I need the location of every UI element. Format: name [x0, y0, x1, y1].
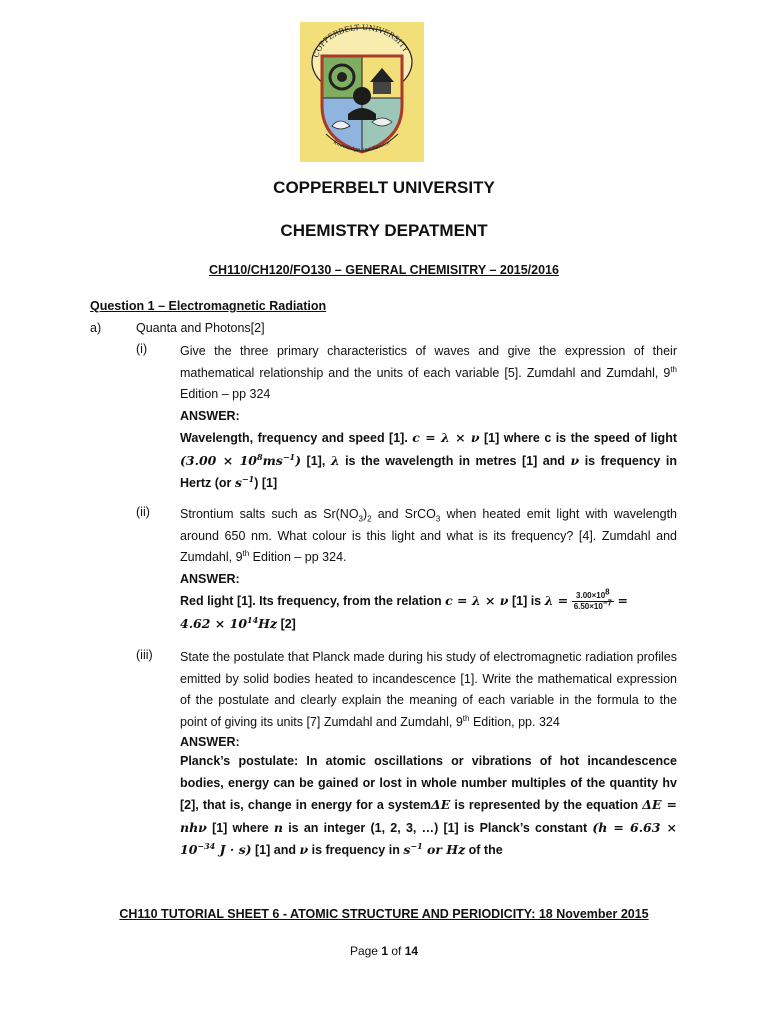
university-crest-logo	[300, 22, 424, 162]
course-title: CH110/CH120/FO130 – GENERAL CHEMISITRY – 2015/2016	[209, 263, 559, 277]
item-iii-question: State the postulate that Planck made during his study of electromagnetic radiation profiles emitted by solid bodies heated to incandescence [1]. Write the mathematical expression of the postulate and clearly explain the meaning of each variable in the formula to the point of giving its units [7] Zumdahl and Zumdahl, 9th Edition, pp. 324	[180, 650, 677, 729]
svg-text:Knowledge and Service: Knowledge and Service	[332, 139, 392, 154]
item-iii-answer: Planck’s postulate: In atomic oscillations or vibrations of hot incandescence bodies, energy can be gained or lost in whole number multiples of the quantity hv [2], that is, change in energy for a systemΔE is represented by the equation ΔE = nhν [1] where n is an integer (1, 2, 3, …) [1] is Planck’s constant ($h = 6.63 \times 10^{-34}$ J · s) [1] and ν is frequency in $s^{-1}$ or Hz of the	[180, 754, 678, 857]
footer-title: CH110 TUTORIAL SHEET 6 - ATOMIC STRUCTURE AND PERIODICITY: 18 November 2015	[119, 907, 649, 921]
answer-label: ANSWER:	[180, 408, 240, 423]
answer-label: ANSWER:	[180, 571, 240, 586]
item-i-question: Give the three primary characteristics of waves and give the expression of their mathematical relationship and the units of each variable [5]. Zumdahl and Zumdahl, 9th Edition – pp 324	[180, 344, 677, 401]
item-ii-answer: Red light [1]. Its frequency, from the relation c = λ × ν [1] is λ = $\frac{3.00\times 10^8}{6.50\times 10^{-7}}$ = $4.62 \times 10^{14}Hz$ [2]	[180, 587, 628, 631]
part-a-text: Quanta and Photons[2]	[136, 321, 265, 335]
svg-text:COPPERBELT UNIVERSITY: COPPERBELT UNIVERSITY	[311, 22, 411, 59]
item-ii	[180, 504, 677, 635]
item-ii-question: Strontium salts such as $Sr(NO_3)_2$ and SrCO$_3$ when heated emit light with wavelength around 650 nm. What colour is this light and what is its frequency? [4]. Zumdahl and Zumdahl, 9th Edition – pp 324.	[180, 507, 677, 564]
item-iii	[180, 647, 677, 862]
item-i-answer: Wavelength, frequency and speed [1]. c = λ × ν [1] where c is the speed of light $(3.00 \times 10^8ms^{-1})$ [1], λ is the wavelength in metres [1] and ν is frequency in Hertz (or $s^{-1}$) [1]	[180, 430, 677, 490]
item-i	[180, 341, 677, 495]
item-i-label: (i)	[136, 342, 148, 356]
department-title: CHEMISTRY DEPATMENT	[280, 221, 488, 240]
university-title: COPPERBELT UNIVERSITY	[273, 178, 495, 197]
page-number: Page 1 of 14	[349, 944, 419, 958]
item-iii-label: (iii)	[136, 648, 153, 662]
question-heading: Question 1 – Electromagnetic Radiation	[90, 299, 327, 313]
item-ii-label: (ii)	[136, 505, 150, 519]
frequency-fraction: $\frac{3.00\times 10^8}{6.50\times 10^{-7}}$	[573, 587, 612, 612]
part-a-label: a)	[90, 321, 102, 335]
answer-label: ANSWER:	[180, 735, 240, 749]
